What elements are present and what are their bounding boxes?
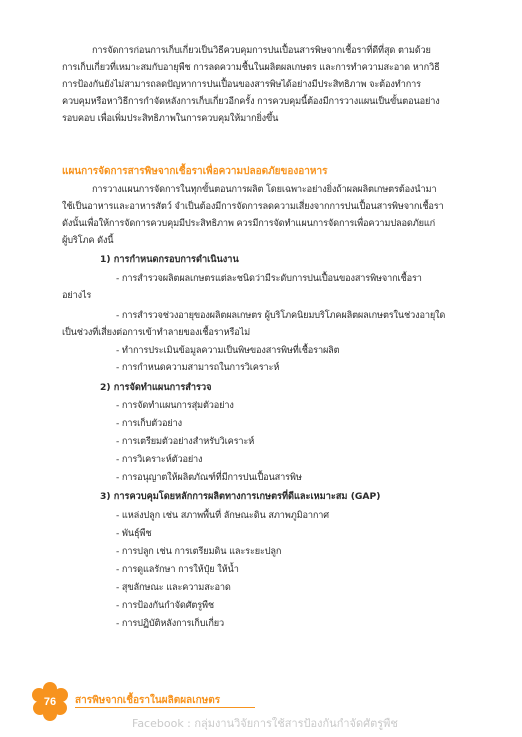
- sub1-bullet-1-line-1: - การสำรวจผลิตผลเกษตรแต่ละชนิดว่ามีระดับการปนเปื้อนของสารพิษจากเชื้อรา: [116, 273, 422, 284]
- intro-line-3: การป้องกันยังไม่สามารถลดปัญหาการปนเปื้อนของสารพิษได้อย่างมีประสิทธิภาพ จะต้องทำการ: [62, 79, 421, 90]
- footer-book-title: สารพิษจากเชื้อราในผลิตผลเกษตร: [75, 695, 221, 706]
- sub3-bullet: - สุขลักษณะ และความสะอาด: [116, 582, 231, 593]
- facebook-watermark: Facebook : กลุ่มงานวิจัยการใช้สารป้องกันกำจัดศัตรูพืช: [132, 717, 398, 730]
- section-heading: แผนการจัดการสารพิษจากเชื้อราเพื่อความปลอดภัยของอาหาร: [62, 166, 328, 177]
- section-para-line-4: ผู้บริโภค ดังนี้: [62, 235, 114, 246]
- section-para-line-2: ใช้เป็นอาหารและอาหารสัตว์ จำเป็นต้องมีการจัดการลดความเสี่ยงจากการปนเปื้อนสารพิษจากเชื้อรา: [62, 201, 444, 212]
- intro-line-1: การจัดการก่อนการเก็บเกี่ยวเป็นวิธีควบคุมการปนเปื้อนสารพิษจากเชื้อราที่ดีที่สุด ตามด้วย: [92, 45, 431, 56]
- sub3-bullet: - การป้องกันกำจัดศัตรูพืช: [116, 600, 214, 611]
- intro-line-2: การเก็บเกี่ยวที่เหมาะสมกับอายุพืช การลดความชื้นในผลิตผลเกษตร และการทำความสะอาด หากวิธี: [62, 62, 440, 73]
- sub3-bullet: - การปฏิบัติหลังการเก็บเกี่ยว: [116, 618, 224, 629]
- orange-flower-badge-icon: [30, 681, 70, 721]
- subsection-1-title: 1) การกำหนดกรอบการดำเนินงาน: [100, 254, 239, 265]
- sub2-bullet: - การเก็บตัวอย่าง: [116, 418, 182, 429]
- sub3-bullet: - การปลูก เช่น การเตรียมดิน และระยะปลูก: [116, 546, 282, 557]
- sub2-bullet: - การจัดทำแผนการสุ่มตัวอย่าง: [116, 400, 234, 411]
- sub1-bullet-2-line-1: - การสำรวจช่วงอายุของผลิตผลเกษตร ผู้บริโภคนิยมบริโภคผลิตผลเกษตรในช่วงอายุใด: [116, 310, 446, 321]
- sub3-bullet: - การดูแลรักษา การให้ปุ๋ย ให้น้ำ: [116, 564, 239, 575]
- sub1-bullet-2-line-2: เป็นช่วงที่เสี่ยงต่อการเข้าทำลายของเชื้อราหรือไม่: [62, 327, 250, 338]
- page-number: 76: [43, 696, 57, 708]
- sub1-bullet-1-line-2: อย่างไร: [62, 290, 92, 301]
- sub1-bullet-3: - ทำการประเมินข้อมูลความเป็นพิษของสารพิษที่เชื้อราผลิต: [116, 345, 340, 356]
- intro-line-4: ควบคุมหรือหาวิธีการกำจัดหลังการเก็บเกี่ยวอีกครั้ง การควบคุมนี้ต้องมีการวางแผนเป็นขั้นตอนอย่าง: [62, 96, 440, 107]
- sub1-bullet-4: - การกำหนดความสามารถในการวิเคราะห์: [116, 362, 280, 373]
- section-para-line-1: การวางแผนการจัดการในทุกขั้นตอนการผลิต โดยเฉพาะอย่างยิ่งถ้าผลผลิตเกษตรต้องนำมา: [92, 184, 437, 195]
- intro-line-5: รอบคอบ เพื่อเพิ่มประสิทธิภาพในการควบคุมให้มากยิ่งขึ้น: [62, 113, 279, 124]
- subsection-2-title: 2) การจัดทำแผนการสำรวจ: [100, 382, 212, 393]
- footer-divider: [75, 707, 255, 708]
- sub2-bullet: - การอนุญาตให้ผลิตภัณฑ์ที่มีการปนเปื้อนสารพิษ: [116, 472, 302, 483]
- sub3-bullet: - แหล่งปลูก เช่น สภาพพื้นที่ ลักษณะดิน สภาพภูมิอากาศ: [116, 510, 329, 521]
- sub3-bullet: - พันธุ์พืช: [116, 528, 152, 539]
- section-para-line-3: ดังนั้นเพื่อให้การจัดการควบคุมมีประสิทธิภาพ ควรมีการจัดทำแผนการจัดการเพื่อความปลอดภัยแก่: [62, 218, 436, 229]
- sub2-bullet: - การวิเคราะห์ตัวอย่าง: [116, 454, 203, 465]
- subsection-3-title: 3) การควบคุมโดยหลักการผลิตทางการเกษตรที่ดีและเหมาะสม (GAP): [100, 491, 381, 502]
- sub2-bullet: - การเตรียมตัวอย่างสำหรับวิเคราะห์: [116, 436, 255, 447]
